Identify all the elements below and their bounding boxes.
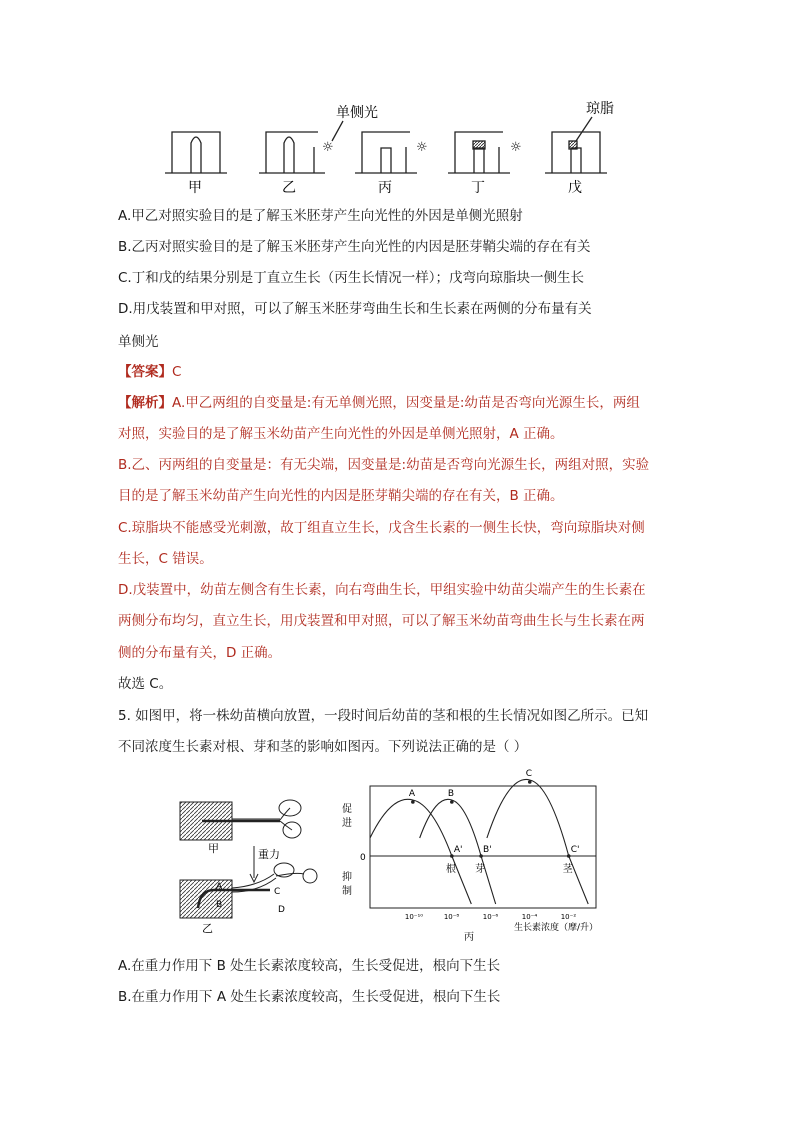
light-label: 单侧光 (336, 105, 378, 121)
fig-label-yi: 乙 (202, 922, 213, 935)
gravity-seedling-figure (178, 790, 338, 940)
setup-ding (448, 132, 510, 173)
y-label-promote: 进 (342, 818, 352, 829)
point-a-label: A (216, 882, 223, 892)
analysis-line-8: 两侧分布均匀，直立生长，用戊装置和甲对照，可以了解玉米幼苗弯曲生长与生长素在两 (118, 613, 645, 629)
analysis-line-5: C.琼脂块不能感受光刺激，故丁组直立生长，戊含生长素的一侧生长快，弯向琼脂块对侧 (118, 520, 645, 536)
seedling-setups-figure (160, 95, 640, 200)
q4-option-d: D.用戊装置和甲对照，可以了解玉米胚芽弯曲生长和生长素在两侧的分布量有关 (118, 301, 592, 317)
peak-point (450, 800, 454, 804)
analysis-line-1 (118, 393, 640, 413)
point-c-label: C (274, 887, 281, 897)
setup-label-ding: 丁 (471, 180, 485, 196)
light-sun-icon: ☼ (322, 140, 334, 155)
light-sun-icon: ☼ (510, 140, 522, 155)
x-tick-label: 10⁻⁴ (521, 913, 538, 921)
q4-option-a: A.甲乙对照实验目的是了解玉米胚芽产生向光性的外因是单侧光照射 (118, 208, 523, 224)
answer-tag: 【答案】 (118, 364, 172, 380)
q5-option-b: B.在重力作用下 A 处生长素浓度较高，生长受促进，根向下生长 (118, 989, 501, 1005)
analysis-line-6: 生长，C 错误。 (118, 551, 213, 567)
peak-point (528, 780, 532, 784)
setup-wu (545, 117, 607, 173)
answer-value: C (172, 364, 182, 380)
soil-block-yi (180, 880, 232, 918)
setup-label-yi: 乙 (282, 180, 296, 196)
setup-label-jia: 甲 (188, 180, 202, 196)
x-tick-label: 10⁻² (560, 913, 577, 921)
peak-label: A (408, 789, 416, 799)
answer-line (118, 362, 181, 382)
zero-label: 0 (360, 853, 366, 863)
setup-label-bing: 丙 (378, 180, 392, 196)
y-label-inhibit: 抑 (342, 872, 352, 883)
analysis-line-7: D.戊装置中，幼苗左侧含有生长素，向右弯曲生长，甲组实验中幼苗尖端产生的生长素在 (118, 582, 646, 598)
analysis-line-3: B.乙、丙两组的自变量是：有无尖端，因变量是:幼苗是否弯向光源生长，两组对照，实验 (118, 457, 650, 473)
q4-option-c: C.丁和戊的结果分别是丁直立生长（丙生长情况一样）；戊弯向琼脂块一侧生长 (118, 270, 584, 286)
q5-option-a: A.在重力作用下 B 处生长素浓度较高，生长受促进，根向下生长 (118, 958, 501, 974)
peak-label: B (447, 789, 455, 799)
q4-option-b: B.乙丙对照实验目的是了解玉米胚芽产生向光性的内因是胚芽鞘尖端的存在有关 (118, 239, 591, 255)
setup-yi (259, 132, 325, 173)
stray-text: 单侧光 (118, 334, 159, 350)
agar-label: 琼脂 (586, 101, 614, 117)
analysis-text: A.甲乙两组的自变量是:有无单侧光照，因变量是:幼苗是否弯向光源生长，两组 (172, 395, 640, 411)
setup-bing (355, 132, 417, 173)
gravity-label: 重力 (258, 848, 280, 861)
conclusion: 故选 C。 (118, 676, 173, 692)
point-d-label: D (278, 905, 285, 915)
series-curve-茎 (487, 779, 588, 904)
analysis-line-9: 侧的分布量有关，D 正确。 (118, 645, 282, 661)
analysis-tag: 【解析】 (118, 395, 172, 411)
y-label-promote: 促 (342, 804, 352, 815)
analysis-line-4: 目的是了解玉米幼苗产生向光性的内因是胚芽鞘尖端的存在有关，B 正确。 (118, 488, 564, 504)
peak-label: C (525, 769, 533, 779)
analysis-line-2: 对照，实验目的是了解玉米幼苗产生向光性的外因是单侧光照射，A 正确。 (118, 426, 564, 442)
series-name-label: 茎 (562, 864, 573, 875)
q5-stem-line-2: 不同浓度生长素对根、芽和茎的影响如图丙。下列说法正确的是（ ） (118, 739, 528, 755)
light-sun-icon: ☼ (416, 140, 428, 155)
x-tick-label: 10⁻⁸ (443, 913, 460, 921)
x-tick-label: 10⁻¹⁰ (404, 913, 424, 921)
q5-stem-line-1: 5. 如图甲，将一株幼苗横向放置，一段时间后幼苗的茎和根的生长情况如图乙所示。已知 (118, 708, 649, 724)
zero-cross-label: A' (453, 845, 463, 855)
peak-point (411, 800, 415, 804)
y-label-inhibit: 制 (342, 886, 352, 897)
series-name-label: 芽 (475, 864, 486, 875)
fig-label-jia: 甲 (208, 842, 219, 855)
chart-title: 丙 (464, 932, 474, 943)
setup-label-wu: 戊 (568, 180, 582, 196)
setup-jia (165, 132, 227, 173)
point-b-label: B (216, 900, 223, 910)
x-tick-label: 10⁻⁶ (482, 913, 499, 921)
series-name-label: 根 (445, 864, 456, 875)
auxin-concentration-chart (334, 769, 624, 950)
zero-cross-label: B' (483, 845, 492, 855)
x-axis-label: 生长素浓度（摩/升） (514, 923, 599, 933)
zero-cross-label: C' (570, 845, 580, 855)
